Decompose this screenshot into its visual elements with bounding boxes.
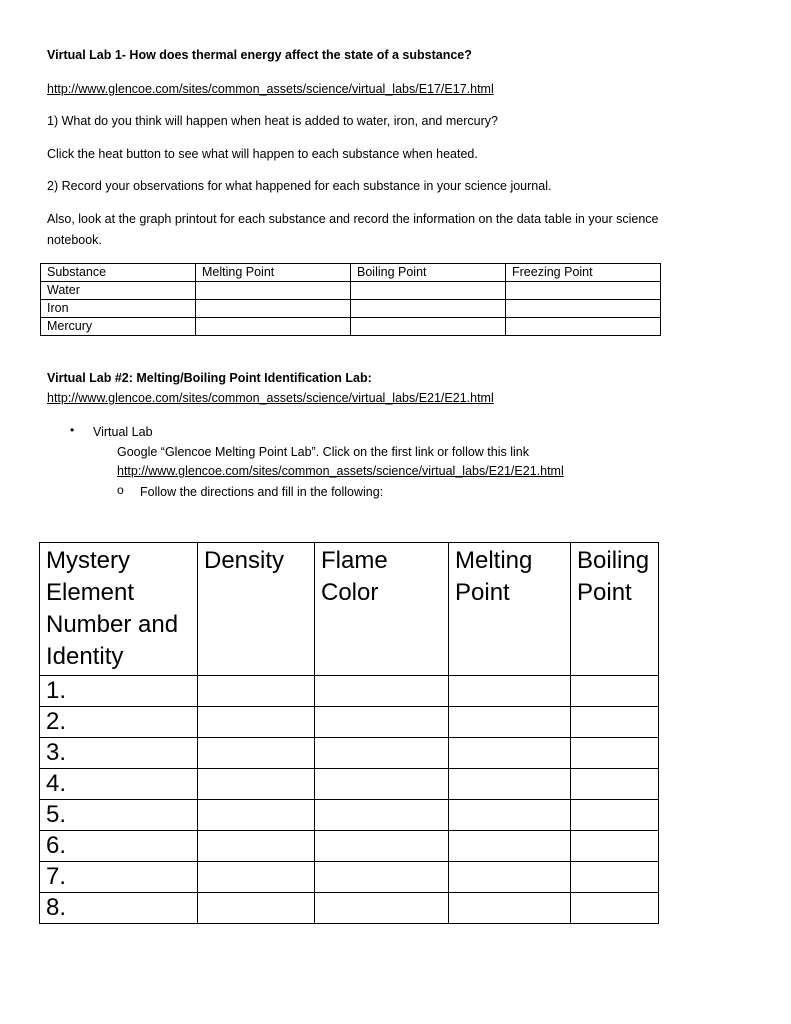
table-cell[interactable]	[198, 676, 315, 707]
lab2-link[interactable]: http://www.glencoe.com/sites/common_assets/science/virtual_labs/E21/E21.html	[117, 464, 564, 478]
table-cell[interactable]	[351, 282, 506, 300]
lab2-sub-bullet-text: Follow the directions and fill in the following:	[140, 485, 384, 499]
table-cell[interactable]	[196, 282, 351, 300]
table-row	[41, 282, 661, 300]
table-cell[interactable]	[315, 831, 449, 862]
table-cell[interactable]	[315, 707, 449, 738]
lab1-question-2: 2) Record your observations for what happened for each substance in your science journal.	[47, 179, 552, 193]
table-cell[interactable]	[571, 769, 659, 800]
table-row	[41, 318, 661, 336]
table-cell[interactable]	[571, 862, 659, 893]
row-label-iron: Iron	[41, 300, 196, 318]
table-cell[interactable]	[449, 862, 571, 893]
table-row	[41, 300, 661, 318]
table-cell[interactable]	[571, 676, 659, 707]
table-cell[interactable]	[198, 707, 315, 738]
table-cell[interactable]	[506, 300, 661, 318]
mystery-element-table	[39, 542, 659, 924]
table-cell[interactable]	[315, 676, 449, 707]
lab2-bullet-text: Virtual Lab	[93, 425, 153, 439]
row-number: 8.	[40, 893, 198, 924]
header-substance: Substance	[41, 264, 196, 282]
table-row	[40, 800, 659, 831]
table-cell[interactable]	[351, 318, 506, 336]
table-cell[interactable]	[198, 893, 315, 924]
table-row	[40, 676, 659, 707]
lab2-title: Virtual Lab #2: Melting/Boiling Point Identification Lab:	[47, 371, 372, 385]
table-cell[interactable]	[449, 707, 571, 738]
row-number: 2.	[40, 707, 198, 738]
header-density: Density	[198, 543, 315, 676]
table-row	[40, 738, 659, 769]
table-row	[40, 707, 659, 738]
table-cell[interactable]	[449, 893, 571, 924]
table-cell[interactable]	[571, 800, 659, 831]
table-cell[interactable]	[571, 831, 659, 862]
mystery-table-header	[40, 543, 659, 676]
row-number: 1.	[40, 676, 198, 707]
table-cell[interactable]	[449, 800, 571, 831]
table-cell[interactable]	[449, 676, 571, 707]
header-melting-point: Melting Point	[449, 543, 571, 676]
table-row	[40, 893, 659, 924]
table-row	[40, 862, 659, 893]
table-cell[interactable]	[315, 738, 449, 769]
table-cell[interactable]	[506, 282, 661, 300]
table-cell[interactable]	[198, 862, 315, 893]
substance-table-header	[41, 264, 661, 282]
table-cell[interactable]	[506, 318, 661, 336]
table-cell[interactable]	[198, 831, 315, 862]
table-row	[40, 831, 659, 862]
table-cell[interactable]	[315, 862, 449, 893]
row-label-mercury: Mercury	[41, 318, 196, 336]
table-row	[40, 769, 659, 800]
table-cell[interactable]	[315, 800, 449, 831]
table-cell[interactable]	[449, 738, 571, 769]
table-cell[interactable]	[198, 738, 315, 769]
header-mystery-element: Mystery Element Number and Identity	[40, 543, 198, 676]
row-number: 4.	[40, 769, 198, 800]
lab2-url-link[interactable]: http://www.glencoe.com/sites/common_assets/science/virtual_labs/E21/E21.html	[47, 391, 494, 405]
table-cell[interactable]	[571, 893, 659, 924]
lab2-google-text: Google “Glencoe Melting Point Lab”. Click on the first link or follow this link	[117, 445, 529, 459]
header-freezing-point: Freezing Point	[506, 264, 661, 282]
table-cell[interactable]	[196, 300, 351, 318]
table-cell[interactable]	[315, 769, 449, 800]
table-cell[interactable]	[315, 893, 449, 924]
header-melting-point: Melting Point	[196, 264, 351, 282]
lab1-instruction: Click the heat button to see what will happen to each substance when heated.	[47, 147, 478, 161]
bullet-dot-icon: •	[70, 423, 75, 437]
header-boiling-point: Boiling Point	[571, 543, 659, 676]
table-cell[interactable]	[449, 831, 571, 862]
row-number: 7.	[40, 862, 198, 893]
sub-bullet-circle-icon: o	[117, 483, 124, 497]
lab1-question-1: 1) What do you think will happen when heat is added to water, iron, and mercury?	[47, 114, 498, 128]
table-cell[interactable]	[571, 707, 659, 738]
table-cell[interactable]	[571, 738, 659, 769]
table-cell[interactable]	[449, 769, 571, 800]
header-flame-color: Flame Color	[315, 543, 449, 676]
substance-table	[40, 263, 661, 336]
row-number: 6.	[40, 831, 198, 862]
row-number: 3.	[40, 738, 198, 769]
header-boiling-point: Boiling Point	[351, 264, 506, 282]
row-label-water: Water	[41, 282, 196, 300]
lab1-question-3: Also, look at the graph printout for each substance and record the information on the data table in your science notebook.	[47, 212, 659, 247]
table-cell[interactable]	[198, 800, 315, 831]
row-number: 5.	[40, 800, 198, 831]
lab1-url-link[interactable]: http://www.glencoe.com/sites/common_assets/science/virtual_labs/E17/E17.html	[47, 82, 494, 96]
table-cell[interactable]	[351, 300, 506, 318]
table-cell[interactable]	[196, 318, 351, 336]
table-cell[interactable]	[198, 769, 315, 800]
lab1-title: Virtual Lab 1- How does thermal energy affect the state of a substance?	[47, 48, 472, 62]
